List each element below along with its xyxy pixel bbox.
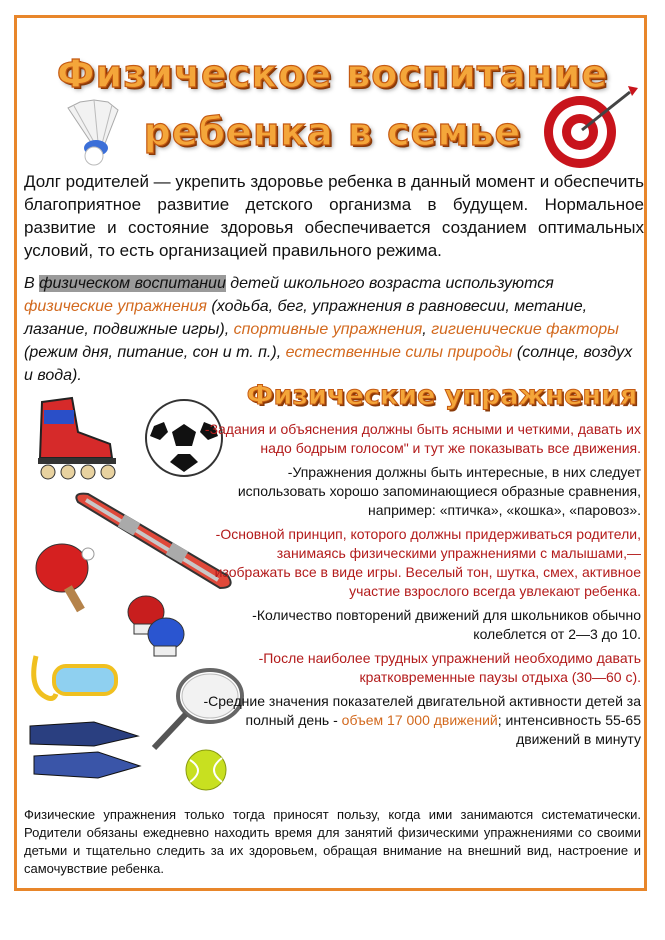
text-span: В [24,275,40,292]
highlight-physical-education: физическом воспитании [39,275,226,292]
recommendation-item: -Количество повторений движений для школьников обычно колеблется от 2—3 до 10. [252,607,641,642]
title-line-1: Физическое воспитание [56,52,609,96]
text-span: детей школьного возраста используются [225,275,554,292]
recommendation-item: -Основной принцип, которого должны придерживаться родители, занимаясь физическими упражнениями с малышами,— изображать все в виде игры. Веселый тон, шутка, смех, активное участие взрослого всегда увлекают ребенка. [214,526,641,599]
text-span: (солнце, воздух и вода). [24,344,633,384]
highlight-hygiene: гигиенические факторы [431,321,619,338]
text-span: -Средние значения показателей двигательной активности детей за полный день - [203,693,641,728]
flippers-icon [24,716,144,786]
text-span: , [422,321,432,338]
highlight-nature: естественные силы природы [285,344,513,361]
text-span: ; интенсивность 55-65 движений в минуту [497,712,641,747]
recommendation-item: -Задания и объяснения должны быть ясными и четкими, давать их надо бодрым голосом" и тут же показывать все движения. [204,421,641,456]
section-title: Физические упражнения [246,380,638,411]
swim-mask-icon [24,650,124,710]
boxing-gloves-icon [120,590,190,660]
recommendation-item [201,692,641,749]
highlight-sport-exercises: спортивные упражнения [233,321,423,338]
intro-paragraph: Долг родителей — укрепить здоровье ребенка в данный момент и обеспечить благоприятное развитие детского организма в будущем. Нормальное развитие и состояние здоровья обеспечивается созданием оптимальных условий, то есть организацией правильного режима. [24,172,644,260]
shuttlecock-icon [60,96,140,166]
footer-paragraph: Физические упражнения только тогда приносят пользу, когда ими занимаются систематически. Родители обязаны ежедневно находить время для занятий физическими упражнениями со своими детьми и тщательно следить за их здоровьем, обращая внимание на внешний вид, настроение и самочувствие ребенка. [24,807,641,876]
ping-pong-paddle-icon [32,540,102,620]
education-paragraph [24,272,644,387]
recommendation-item: -После наиболее трудных упражнений необходимо давать кратковременные паузы отдыха (30—60 с). [258,650,641,685]
exercise-recommendations [201,420,641,754]
text-span: (ходьба, бег, упражнения в равновесии, метание, лазание, подвижные игры), [24,298,588,338]
text-span: (режим дня, питание, сон и т. п.), [24,344,286,361]
tennis-ball-icon [184,748,228,792]
recommendation-item: -Упражнения должны быть интересные, в них следует использовать хорошо запоминающиеся образные сравнения, например: «птичка», «кошка», «паровоз». [237,464,641,518]
target-icon [540,82,640,172]
highlight-volume: объем 17 000 движений [341,712,498,728]
highlight-exercises: физические упражнения [24,298,207,315]
title-line-2: ребенка в семье [143,110,522,154]
roller-skate-icon [22,392,122,482]
